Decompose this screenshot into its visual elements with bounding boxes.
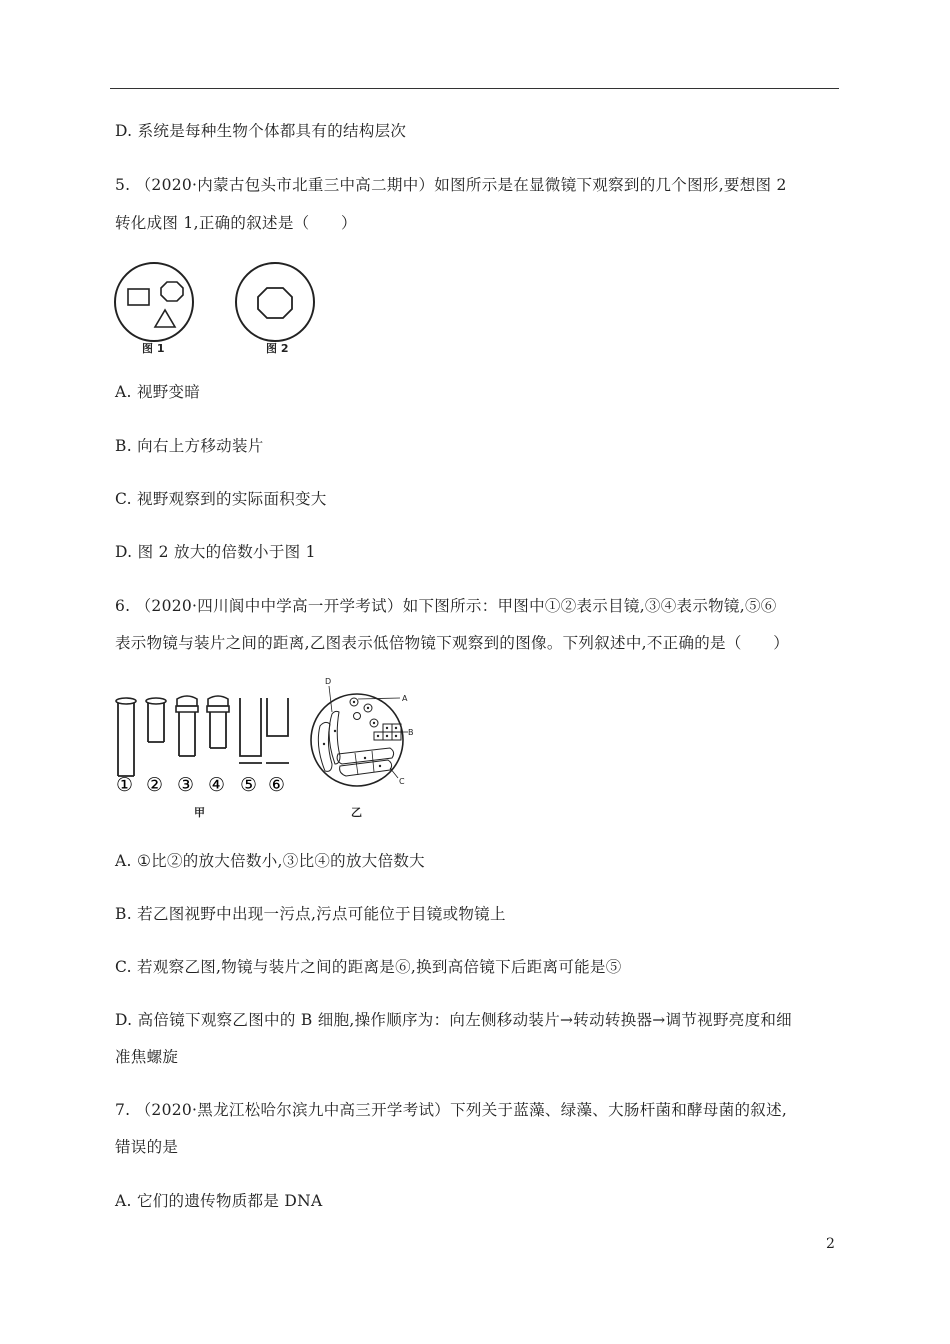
lens-label-5: ⑤ bbox=[240, 774, 258, 796]
cell-label-c: C bbox=[399, 777, 405, 786]
cell-label-a: A bbox=[402, 694, 408, 703]
eyepiece-short-icon bbox=[146, 698, 166, 742]
lens-label-6: ⑥ bbox=[268, 774, 286, 796]
question-7-stem-line-1: 7. （2020·黑龙江松哈尔滨九中高三开学考试）下列关于蓝藻、绿藻、大肠杆菌和酵母菌的叙述, bbox=[115, 1101, 788, 1119]
question-5-stem-line-1: 5. （2020·内蒙古包头市北重三中高二期中）如图所示是在显微镜下观察到的几个图形,要想图 2 bbox=[115, 176, 787, 194]
q5-figure bbox=[112, 260, 322, 358]
distance-5-icon bbox=[239, 698, 262, 763]
figure-1-label: 图 1 bbox=[142, 342, 165, 355]
question-4-option-d: D. 系统是每种生物个体都具有的结构层次 bbox=[115, 122, 407, 140]
square-shape bbox=[128, 289, 149, 305]
lens-label-1: ① bbox=[116, 774, 134, 796]
objective-short-icon bbox=[207, 696, 229, 748]
triangle-shape bbox=[155, 310, 175, 327]
question-6-option-d-line-2: 准焦螺旋 bbox=[115, 1048, 179, 1066]
question-5-stem-line-2: 转化成图 1,正确的叙述是（ ） bbox=[115, 214, 357, 232]
question-6-stem-line-2: 表示物镜与装片之间的距离,乙图表示低倍物镜下观察到的图像。下列叙述中,不正确的是（ ） bbox=[115, 634, 790, 652]
octagon-shape-large bbox=[258, 288, 292, 318]
question-5-option-c: C. 视野观察到的实际面积变大 bbox=[115, 490, 327, 508]
question-6-stem-line-1: 6. （2020·四川阆中中学高一开学考试）如下图所示：甲图中①②表示目镜,③④表示物镜,⑤⑥ bbox=[115, 597, 777, 615]
question-7-stem-line-2: 错误的是 bbox=[115, 1138, 179, 1156]
lens-label-3: ③ bbox=[177, 774, 195, 796]
yi-label: 乙 bbox=[351, 806, 362, 819]
question-7-option-a: A. 它们的遗传物质都是 DNA bbox=[115, 1192, 323, 1210]
cell-label-d: D bbox=[325, 677, 332, 686]
question-5-option-a: A. 视野变暗 bbox=[115, 383, 201, 401]
distance-6-icon bbox=[266, 698, 289, 763]
figure-2-circle bbox=[236, 263, 314, 341]
question-6-option-b: B. 若乙图视野中出现一污点,污点可能位于目镜或物镜上 bbox=[115, 905, 506, 923]
question-6-option-c: C. 若观察乙图,物镜与装片之间的距离是⑥,换到高倍镜下后距离可能是⑤ bbox=[115, 958, 622, 976]
cell-label-b: B bbox=[408, 728, 414, 737]
header-rule bbox=[110, 88, 839, 89]
question-6-option-a: A. ①比②的放大倍数小,③比④的放大倍数大 bbox=[115, 852, 425, 870]
objective-long-icon bbox=[176, 696, 198, 756]
octagon-shape bbox=[161, 282, 183, 301]
eyepiece-long-icon bbox=[116, 698, 136, 776]
jia-label: 甲 bbox=[194, 806, 205, 819]
question-6-option-d-line-1: D. 高倍镜下观察乙图中的 B 细胞,操作顺序为：向左侧移动装片→转动转换器→调节视野亮度和细 bbox=[115, 1011, 792, 1029]
figure-2-label: 图 2 bbox=[266, 342, 289, 355]
page-number: 2 bbox=[826, 1236, 835, 1252]
question-5-option-d: D. 图 2 放大的倍数小于图 1 bbox=[115, 543, 316, 561]
q6-figure bbox=[110, 676, 414, 826]
lens-label-2: ② bbox=[146, 774, 164, 796]
microscope-view bbox=[311, 686, 408, 786]
figure-1-circle bbox=[115, 263, 193, 341]
question-5-option-b: B. 向右上方移动装片 bbox=[115, 437, 264, 455]
lens-label-4: ④ bbox=[208, 774, 226, 796]
